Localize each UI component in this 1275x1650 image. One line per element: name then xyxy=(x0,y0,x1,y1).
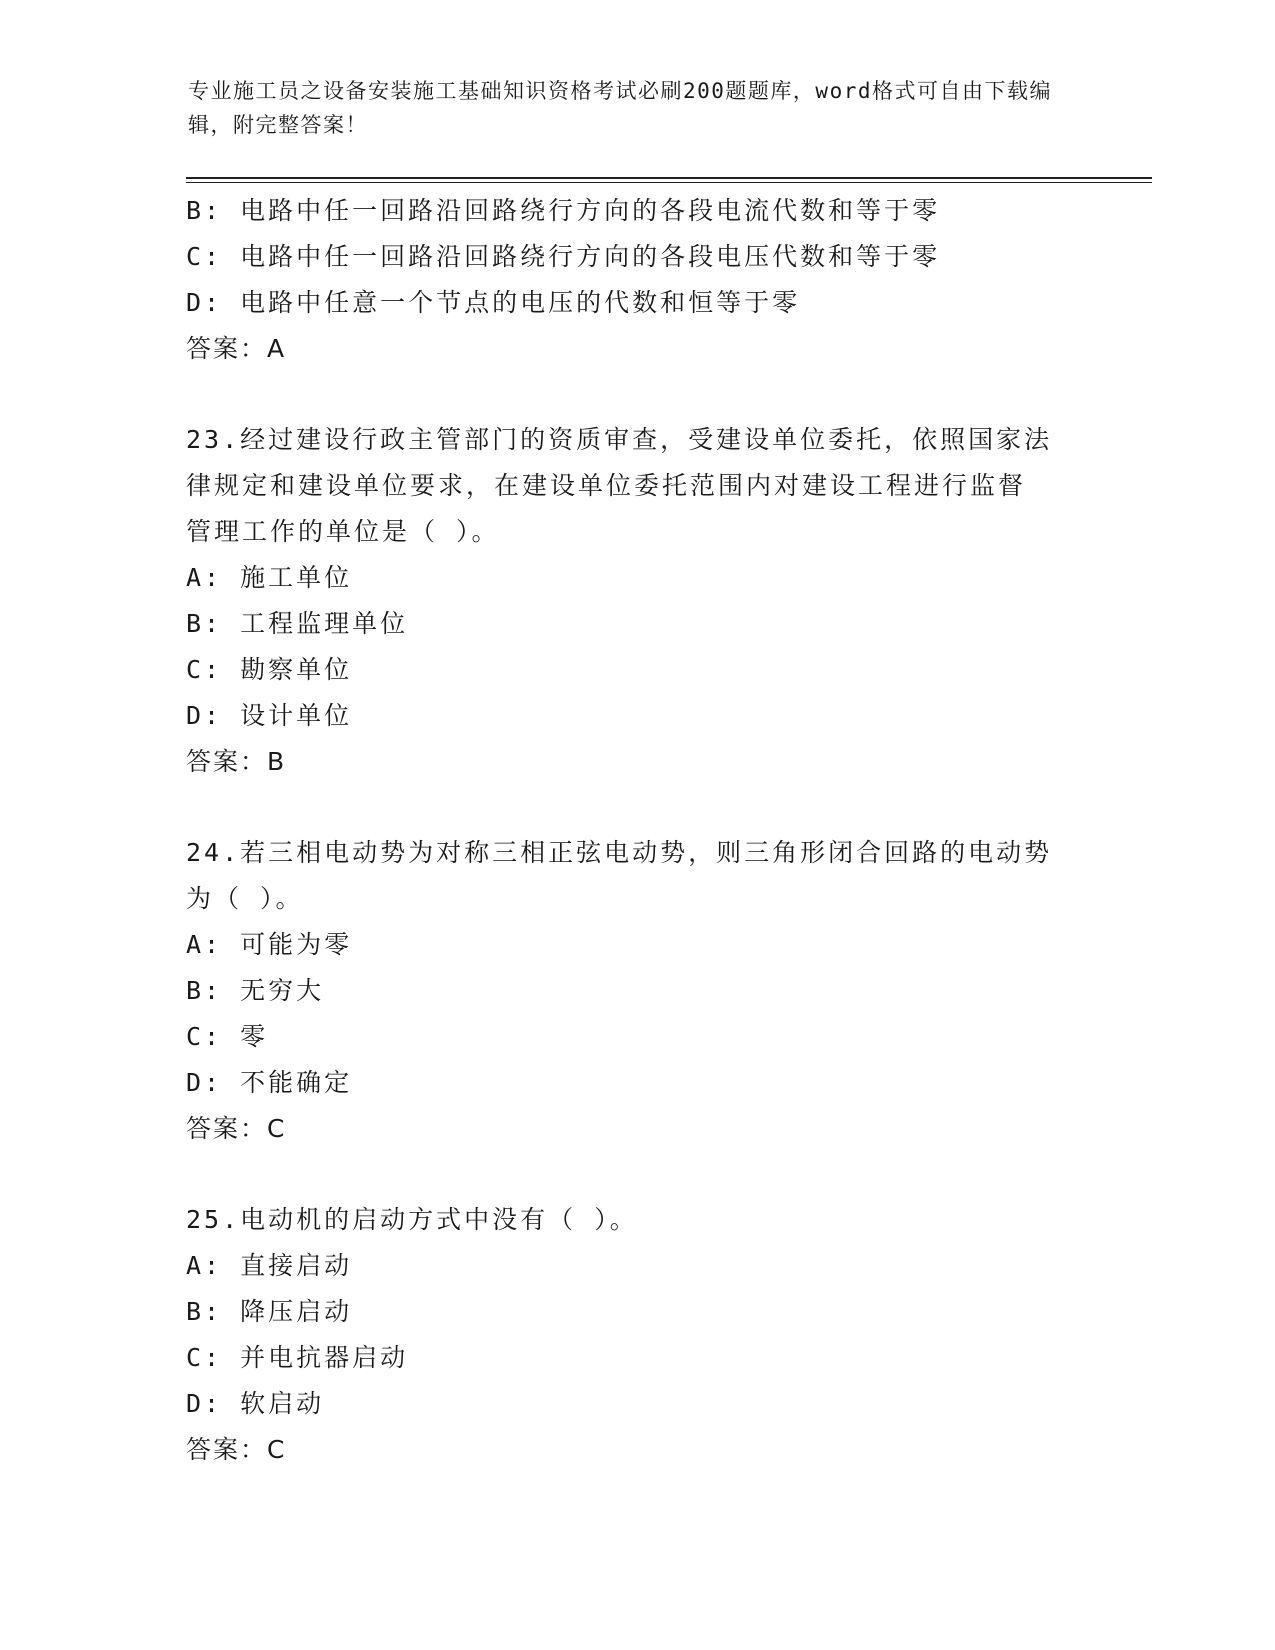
question-list xyxy=(186,188,1086,1473)
option-d: D: 软启动 xyxy=(186,1389,325,1418)
option-c: C: 勘察单位 xyxy=(186,655,353,684)
question-stem-line: 25.电动机的启动方式中没有（ ）。 xyxy=(186,1205,638,1234)
option-c: C: 零 xyxy=(186,1022,269,1051)
header-divider-thick xyxy=(186,177,1152,179)
question-stem-line: 为（ ）。 xyxy=(186,884,304,913)
option-b: B: 电路中任一回路沿回路绕行方向的各段电流代数和等于零 xyxy=(186,196,941,225)
option-b: B: 无穷大 xyxy=(186,976,325,1005)
question-22-continued xyxy=(186,188,1086,372)
question-25 xyxy=(186,1197,1086,1473)
option-d: D: 不能确定 xyxy=(186,1068,353,1097)
option-a: A: 可能为零 xyxy=(186,930,353,959)
answer-text: 答案：A xyxy=(186,334,287,363)
document-header xyxy=(188,74,1088,142)
option-b: B: 工程监理单位 xyxy=(186,609,409,638)
question-23 xyxy=(186,417,1086,785)
option-b: B: 降压启动 xyxy=(186,1297,353,1326)
question-stem-line: 23.经过建设行政主管部门的资质审查，受建设单位委托，依照国家法 xyxy=(186,425,1053,454)
option-d: D: 设计单位 xyxy=(186,701,353,730)
option-d: D: 电路中任意一个节点的电压的代数和恒等于零 xyxy=(186,288,801,317)
spacer xyxy=(186,785,1086,830)
option-a: A: 施工单位 xyxy=(186,563,353,592)
answer-text: 答案：C xyxy=(186,1435,287,1464)
question-24 xyxy=(186,830,1086,1152)
spacer xyxy=(186,1152,1086,1197)
answer-text: 答案：C xyxy=(186,1114,287,1143)
question-stem-line: 管理工作的单位是（ ）。 xyxy=(186,517,500,546)
header-title: 专业施工员之设备安装施工基础知识资格考试必刷200题题库，word格式可自由下载编辑，附完整答案！ xyxy=(188,79,1052,137)
answer-text: 答案：B xyxy=(186,747,287,776)
option-a: A: 直接启动 xyxy=(186,1251,353,1280)
option-c: C: 并电抗器启动 xyxy=(186,1343,409,1372)
question-stem-line: 律规定和建设单位要求，在建设单位委托范围内对建设工程进行监督 xyxy=(186,471,1027,500)
question-stem-line: 24.若三相电动势为对称三相正弦电动势，则三角形闭合回路的电动势 xyxy=(186,838,1053,867)
option-c: C: 电路中任一回路沿回路绕行方向的各段电压代数和等于零 xyxy=(186,242,941,271)
spacer xyxy=(186,372,1086,417)
header-divider-thin xyxy=(186,182,1152,183)
